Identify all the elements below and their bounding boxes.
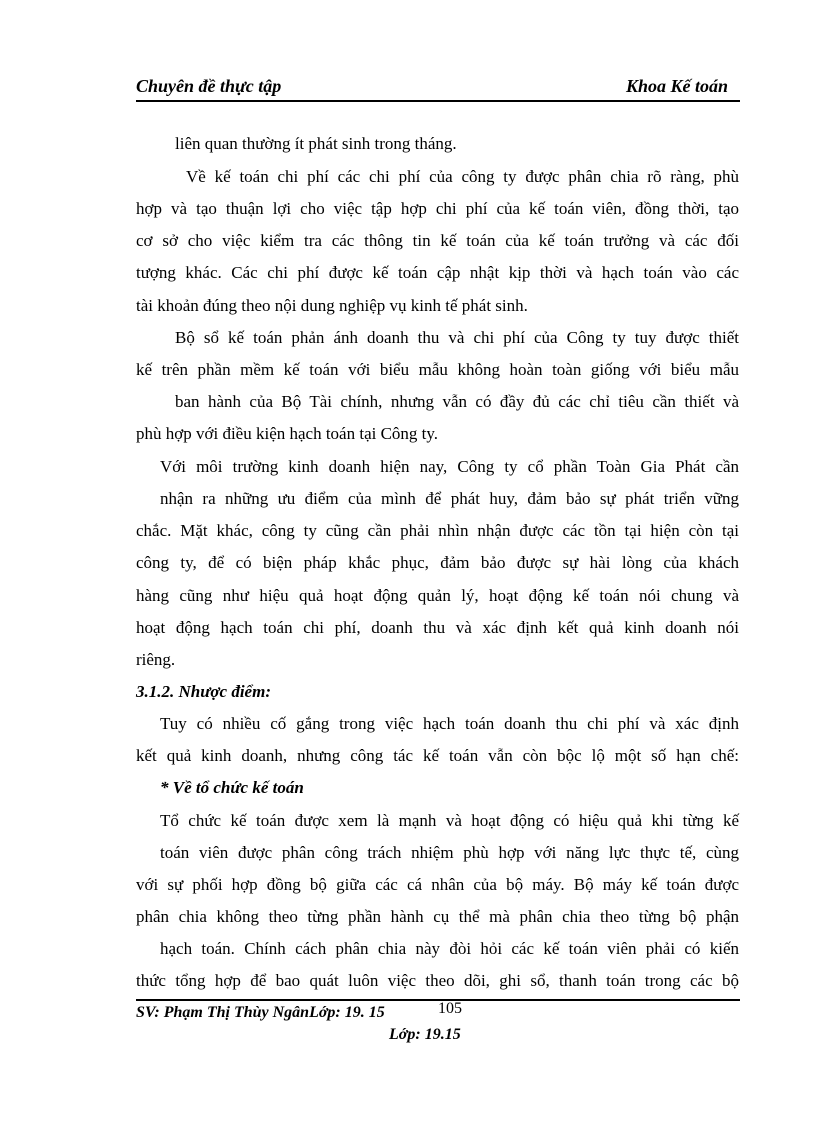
text-line: liên quan thường ít phát sinh trong tháng. <box>175 134 457 153</box>
footer-class: Lớp: 19.15 <box>389 1026 461 1043</box>
page-header <box>136 76 740 102</box>
text-line: hạch toán. Chính cách phân chia này đòi hỏi các kế toán viên phải có kiến <box>160 939 739 958</box>
text-line: chắc. Mặt khác, công ty cũng cần phải nhìn nhận được các tồn tại hiện còn tại <box>136 521 739 540</box>
text-line: cơ sở cho việc kiểm tra các thông tin kế toán của kế toán trưởng và các đối <box>136 231 739 250</box>
header-left-title: Chuyên đề thực tập <box>136 76 282 96</box>
text-line: Về kế toán chi phí các chi phí của công ty được phân chia rõ ràng, phù <box>186 167 739 186</box>
text-line: tượng khác. Các chi phí được kế toán cập nhật kịp thời và hạch toán vào các <box>136 263 739 282</box>
text-line: Bộ sổ kế toán phản ánh doanh thu và chi phí của Công ty tuy được thiết <box>175 328 739 347</box>
footer-student: SV: Phạm Thị Thùy NgânLớp: 19. 15 <box>136 1004 385 1021</box>
text-line: riêng. <box>136 650 176 669</box>
header-right-title: Khoa Kế toán <box>625 76 728 96</box>
text-line: Với môi trường kinh doanh hiện nay, Công ty cổ phần Toàn Gia Phát cần <box>160 457 739 476</box>
text-line: với sự phối hợp đồng bộ giữa các cá nhân của bộ máy. Bộ máy kế toán được <box>136 875 739 894</box>
text-line: kế trên phần mềm kế toán với biểu mẫu không hoàn toàn giống với biểu mẫu <box>136 360 739 379</box>
text-line: tài khoản đúng theo nội dung nghiệp vụ kinh tế phát sinh. <box>136 296 528 315</box>
text-line: thức tổng hợp để bao quát luôn việc theo dõi, ghi sổ, thanh toán trong các bộ <box>136 971 739 990</box>
text-line: hoạt động hạch toán chi phí, doanh thu và xác định kết quả kinh doanh nói <box>136 618 739 637</box>
text-line: toán viên được phân công trách nhiệm phù hợp với năng lực thực tế, cùng <box>160 843 739 862</box>
text-line: kết quả kinh doanh, nhưng công tác kế toán vẫn còn bộc lộ một số hạn chế: <box>136 746 739 765</box>
text-line: Tuy có nhiều cố gắng trong việc hạch toán doanh thu chi phí và xác định <box>160 714 739 733</box>
text-line: phân chia không theo từng phần hành cụ thể mà phân chia theo từng bộ phận <box>136 907 739 926</box>
text-line: công ty, để có biện pháp khắc phục, đảm bảo được sự hài lòng của khách <box>136 553 739 572</box>
text-line: ban hành của Bộ Tài chính, nhưng vẫn có đầy đủ các chỉ tiêu cần thiết và <box>175 392 739 411</box>
page-number: 105 <box>438 1000 462 1017</box>
text-line: nhận ra những ưu điểm của mình để phát huy, đảm bảo sự phát triển vững <box>160 489 739 508</box>
text-line: hợp và tạo thuận lợi cho việc tập hợp chi phí của kế toán viên, đồng thời, tạo <box>136 199 739 218</box>
subsection-heading: * Về tổ chức kế toán <box>160 778 304 797</box>
text-line: hàng cũng như hiệu quả hoạt động quản lý, hoạt động kế toán nói chung và <box>136 586 739 605</box>
section-heading: 3.1.2. Nhược điểm: <box>136 682 271 701</box>
text-line: phù hợp với điều kiện hạch toán tại Công ty. <box>136 424 439 443</box>
text-line: Tổ chức kế toán được xem là mạnh và hoạt động có hiệu quả khi từng kế <box>160 811 739 830</box>
